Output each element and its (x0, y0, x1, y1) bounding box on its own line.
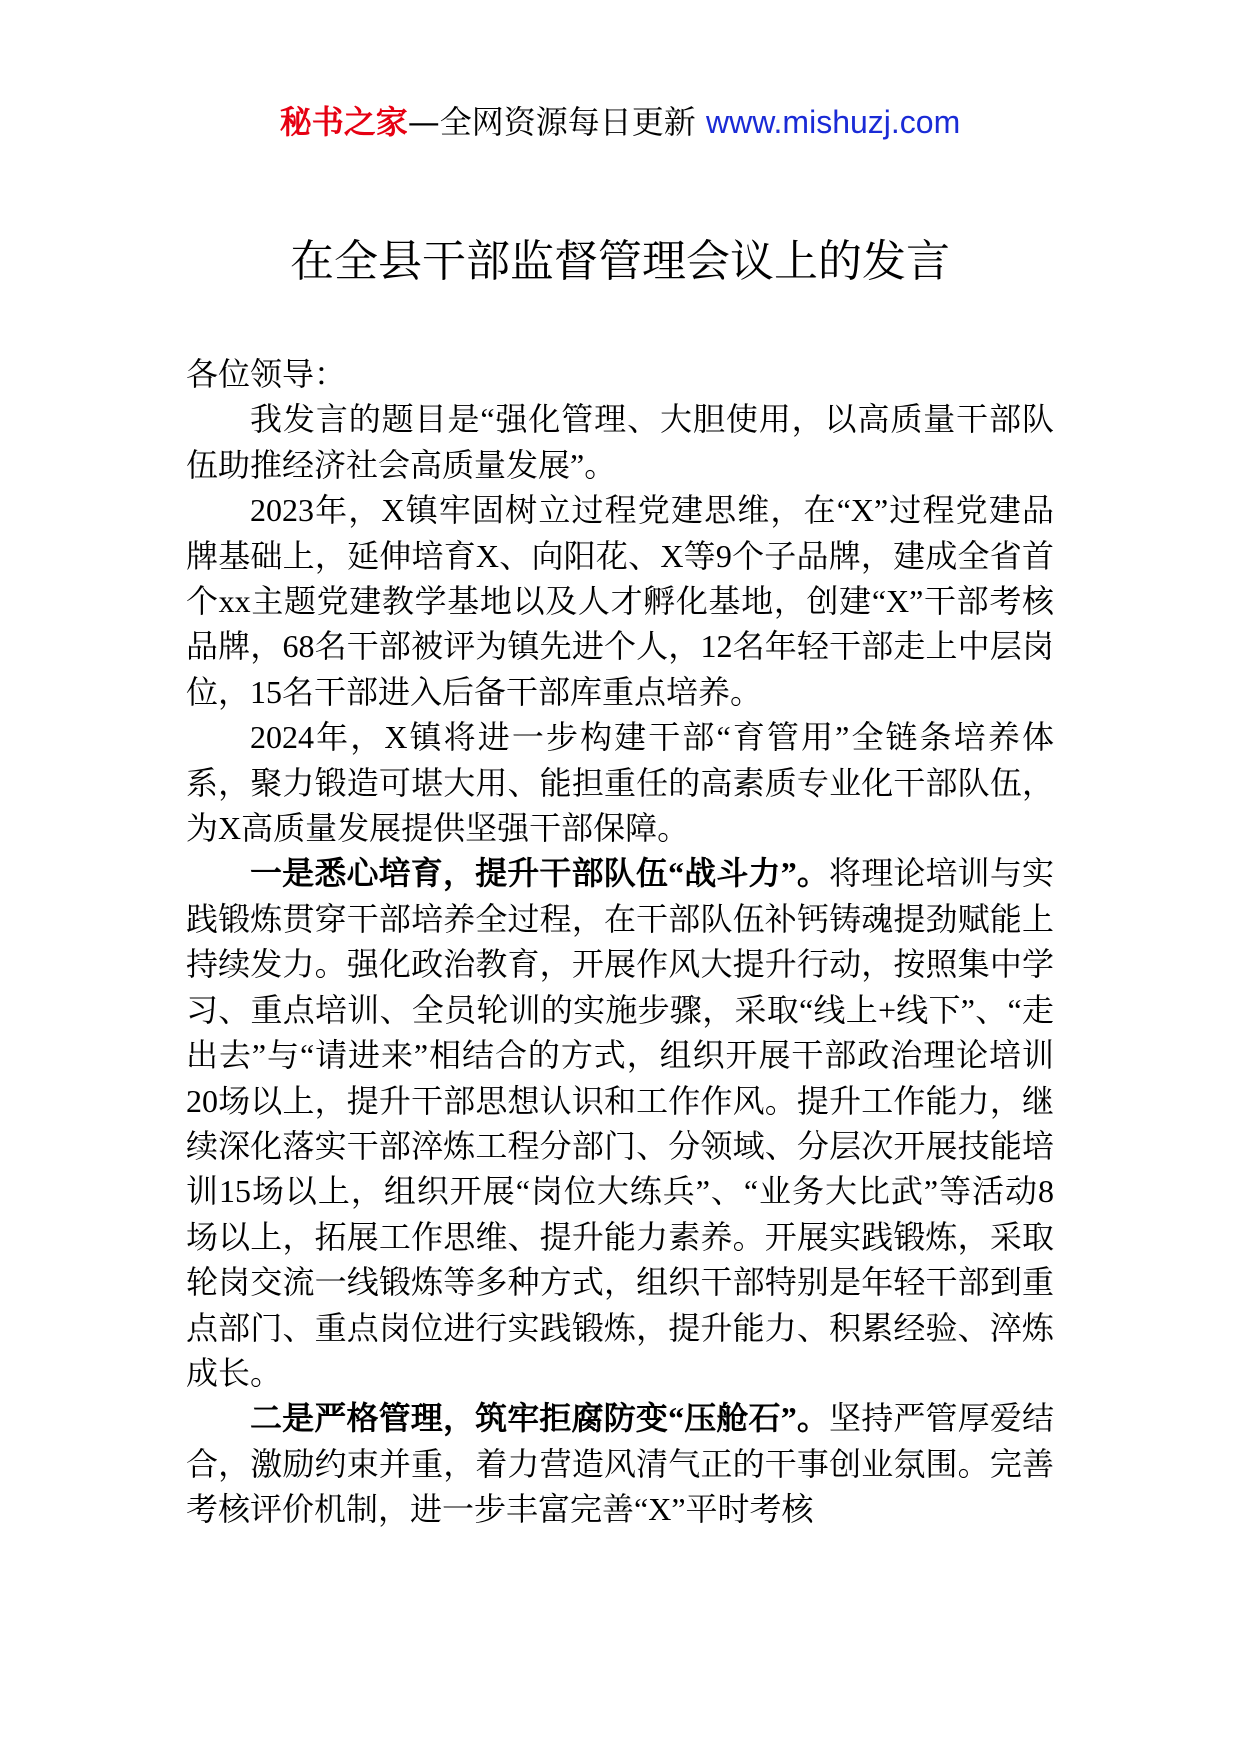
paragraph-text: 我发言的题目是“强化管理、大胆使用，以高质量干部队伍助推经济社会高质量发展”。 (186, 401, 1054, 483)
site-header (0, 100, 1240, 144)
site-tagline: —全网资源每日更新 (407, 103, 706, 141)
document-body (186, 352, 1054, 1533)
paragraph (186, 851, 1054, 1396)
site-brand: 秘书之家 (279, 103, 408, 141)
paragraph-text: 2024年，X镇将进一步构建干部“育管用”全链条培养体系，聚力锻造可堪大用、能担重任的高素质专业化干部队伍，为X高质量发展提供坚强干部保障。 (186, 719, 1054, 847)
paragraph-text: 坚持严管厚爱结合，激励约束并重，着力营造风清气正的干事创业氛围。完善考核评价机制，进一步丰富完善“X”平时考核 (186, 1400, 1054, 1528)
paragraph (186, 488, 1054, 715)
paragraph-lead: 一是悉心培育，提升干部队伍“战斗力”。 (250, 855, 830, 892)
salutation: 各位领导： (186, 356, 347, 392)
paragraph (186, 397, 1054, 488)
site-url-link[interactable]: www.mishuzj.com (705, 104, 961, 140)
paragraph-text: 2023年，X镇牢固树立过程党建思维，在“X”过程党建品牌基础上，延伸培育X、向阳花、X等9个子品牌，建成全省首个xx主题党建教学基地以及人才孵化基地，创建“X”干部考核品牌，68名干部被评为镇先进个人，12名年轻干部走上中层岗位，15名干部进入后备干部库重点培养。 (186, 492, 1054, 710)
document-title: 在全县干部监督管理会议上的发言 (290, 236, 950, 287)
paragraph (186, 715, 1054, 851)
paragraph-lead: 二是严格管理，筑牢拒腐防变“压舱石”。 (250, 1400, 830, 1437)
paragraph-text: 将理论培训与实践锻炼贯穿干部培养全过程，在干部队伍补钙铸魂提劲赋能上持续发力。强化政治教育，开展作风大提升行动，按照集中学习、重点培训、全员轮训的实施步骤，采取“线上+线下”、“走出去”与“请进来”相结合的方式，组织开展干部政治理论培训20场以上，提升干部思想认识和工作作风。提升工作能力，继续深化落实干部淬炼工程分部门、分领域、分层次开展技能培训15场以上，组织开展“岗位大练兵”、“业务大比武”等活动8场以上，拓展工作思维、提升能力素养。开展实践锻炼，采取轮岗交流一线锻炼等多种方式，组织干部特别是年轻干部到重点部门、重点岗位进行实践锻炼，提升能力、积累经验、淬炼成长。 (186, 855, 1054, 1391)
paragraph (186, 1396, 1054, 1532)
